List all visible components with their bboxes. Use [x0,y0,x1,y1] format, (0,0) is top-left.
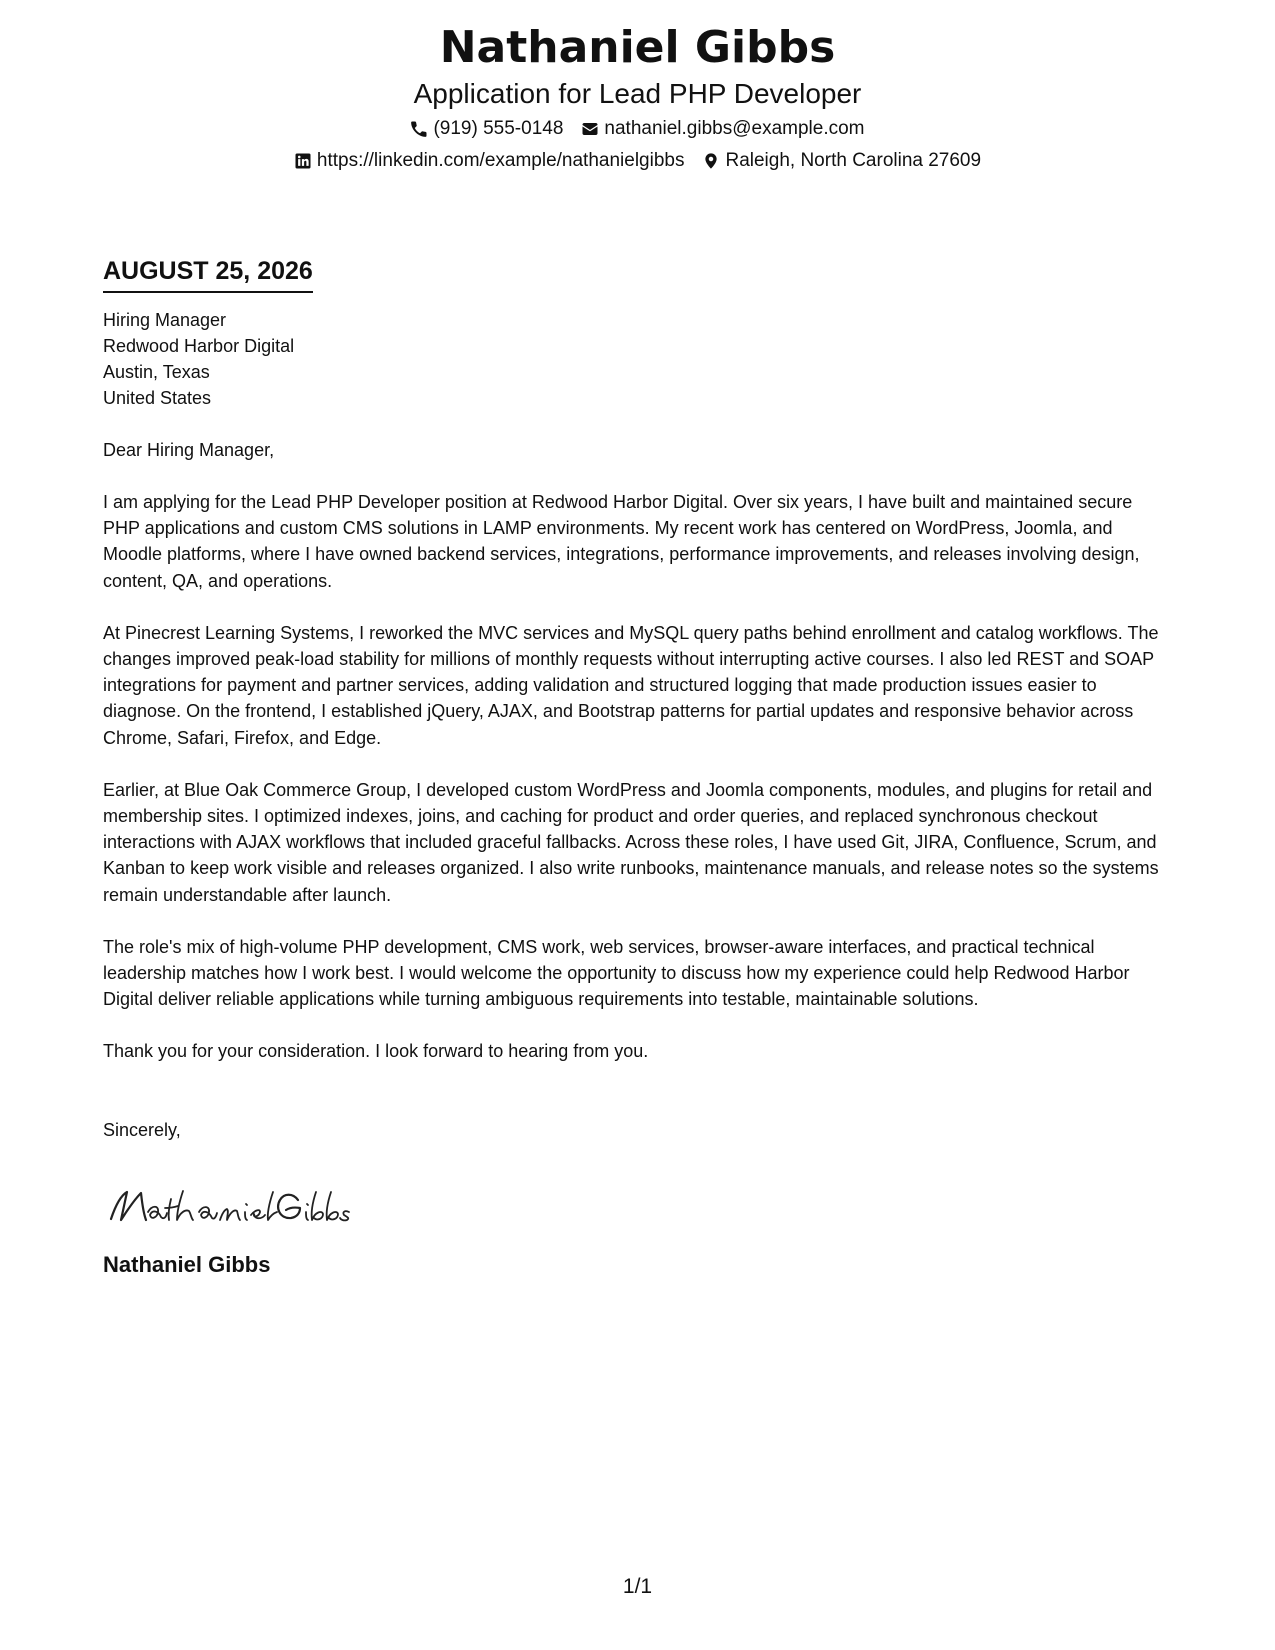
letter-paragraph-3: Earlier, at Blue Oak Commerce Group, I developed custom WordPress and Joomla components, modules, and plugins for retail and membership sites. I optimized indexes, joins, and caching for product and order queries, and replaced synchronous checkout interactions with AJAX workflows that included graceful fallbacks. Across these roles, I have used Git, JIRA, Confluence, Scrum, and Kanban to keep work visible and releases organized. I also write runbooks, maintenance manuals, and release notes so the systems remain understandable after launch. [103,779,1159,905]
linkedin-text[interactable]: https://linkedin.com/example/nathanielgibbs [316,150,685,171]
page-number: 1/1 [622,1575,653,1598]
applicant-name: Nathaniel Gibbs [439,22,836,73]
location-text: Raleigh, North Carolina 27609 [725,150,982,171]
phone-text: (919) 555-0148 [433,118,564,139]
letter-body [103,255,1173,1279]
letter-header [0,20,1275,173]
email-text[interactable]: nathaniel.gibbs@example.com [604,118,865,139]
letter-paragraph-4: The role's mix of high-volume PHP development, CMS work, web services, browser-aware interfaces, and practical technical leadership matches how I work best. I would welcome the opportunity to discuss how my experience could help Redwood Harbor Digital deliver reliable applications while turning ambiguous requirements into testable, maintainable solutions. [103,936,1130,1010]
salutation: Dear Hiring Manager, [103,440,275,460]
linkedin-icon [294,152,312,170]
handwritten-signature [103,1177,1173,1235]
recipient-company: Redwood Harbor Digital [103,336,295,356]
recipient-block [103,307,1173,411]
contact-row-secondary [0,149,1275,173]
application-subtitle: Application for Lead PHP Developer [413,78,862,109]
phone-contact [410,117,563,141]
contact-row-primary [0,117,1275,141]
recipient-title: Hiring Manager [103,310,227,330]
letter-paragraph-2: At Pinecrest Learning Systems, I reworked the MVC services and MySQL query paths behind enrollment and catalog workflows. The changes improved peak-load stability for millions of monthly requests without interrupting active courses. I also led REST and SOAP integrations for payment and partner services, adding validation and structured logging that made production issues easier to diagnose. On the frontend, I established jQuery, AJAX, and Bootstrap patterns for partial updates and responsive behavior across Chrome, Safari, Firefox, and Edge. [103,622,1159,748]
recipient-city-state: Austin, Texas [103,362,210,382]
signed-name: Nathaniel Gibbs [103,1251,271,1277]
location-contact [702,149,981,173]
map-marker-icon [702,152,720,170]
letter-paragraph-5: Thank you for your consideration. I look forward to hearing from you. [103,1041,649,1062]
linkedin-contact[interactable] [294,149,685,173]
closing: Sincerely, [103,1119,181,1140]
letter-paragraph-1: I am applying for the Lead PHP Developer position at Redwood Harbor Digital. Over six years, I have built and maintained secure PHP applications and custom CMS solutions in LAMP environments. My recent work has centered on WordPress, Joomla, and Moodle platforms, where I have owned backend services, integrations, performance improvements, and releases involving design, content, QA, and operations. [103,492,1140,591]
recipient-country: United States [103,388,212,408]
envelope-icon [581,120,599,138]
letter-date: AUGUST 25, 2026 [103,255,313,293]
phone-icon [410,120,428,138]
email-contact[interactable] [581,117,864,141]
